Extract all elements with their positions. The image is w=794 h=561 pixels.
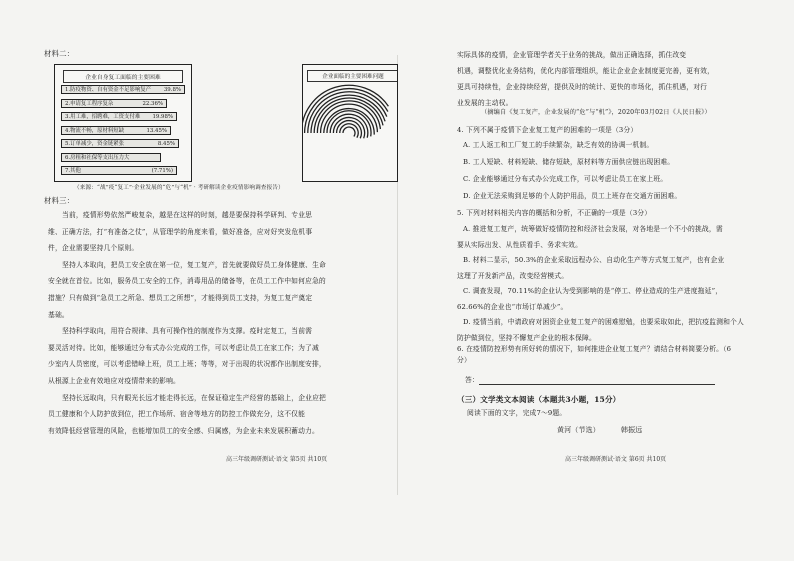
material-2-label: 材料二： bbox=[44, 49, 75, 58]
story-author: 韩振远 bbox=[621, 426, 643, 434]
question-6-stem: 6. 在疫情防控形势有所好转的情况下，如何推进企业复工复产？请结合材料简要分析。（6 bbox=[457, 345, 732, 353]
radial-arc-chart bbox=[302, 64, 398, 182]
bar-row bbox=[61, 153, 161, 162]
bar-value: 39.8% bbox=[163, 87, 181, 93]
paragraph-line: 坚持长远取向，只有眼光长远才能走得长远，在保证稳定生产经营的基础上，企业应把 bbox=[62, 393, 326, 402]
paragraph-line: 措施？只有做到“急员工之所急、想员工之所想”，才能得到员工支持，为复工复产奠定 bbox=[48, 294, 313, 302]
bar-row bbox=[61, 112, 177, 121]
bar bbox=[61, 85, 185, 94]
answer-label: 答： bbox=[465, 376, 479, 384]
chart-caption: （来源：“战”疫“复工”·企业发展的“危”与“机” · 考研解读企业疫情影响调查报告） bbox=[74, 185, 284, 191]
bar bbox=[61, 99, 167, 108]
right-page-footer: 高三年级调研测试·语文 第6页 共10页 bbox=[565, 456, 667, 463]
paragraph-line: 员工健康和个人防护放到位，把工作场所、宿舍等地方的防控工作做充分，这不仅能 bbox=[48, 410, 306, 419]
arc-ring bbox=[343, 127, 355, 136]
bar-row bbox=[61, 99, 167, 108]
bar-label: 1.防疫物资、自有资金不足影响复产 bbox=[65, 87, 152, 93]
radial-arc-graphic bbox=[303, 81, 397, 181]
bar-value: (7.71%) bbox=[151, 168, 173, 174]
text-line: C. 企业能够通过分布式办公完成工作，可以考虑让员工在家上班。 bbox=[463, 175, 668, 183]
bar bbox=[61, 112, 177, 121]
question-4-stem: 4. 下列不属于疫情下企业复工复产的困难的一项是（3分） bbox=[457, 126, 638, 134]
text-line: D. 企业无法采购到足够的个人防护用品，员工上班存在交通方面困难。 bbox=[463, 192, 682, 200]
section-3-title: （三）文学类文本阅读（本题共3小题，15分） bbox=[457, 395, 621, 404]
text-line: 更具可持续性，企业持续经营，提供及时的统计、更快的市场化，抓住机遇，对行 bbox=[457, 83, 708, 91]
difficulties-bar-chart bbox=[54, 64, 192, 182]
paragraph-line: 安全就在首位。比如，服务员工安全的工作，消毒用品的储备等，在员工工作中如何应急的 bbox=[48, 277, 326, 286]
answer-line[interactable] bbox=[479, 384, 715, 385]
text-line: 机遇，调整优化业务结构，优化内部管理组织，能让企业企业制度更完善，更有效， bbox=[457, 67, 715, 75]
option-line: C. 调查发现，70.11%的企业认为受到影响的是“停工、停业造成的生产进度拖延”， bbox=[463, 287, 723, 295]
bar-label: 5.订单减少，资金链紧张 bbox=[65, 141, 125, 147]
right-page bbox=[397, 0, 794, 561]
bar-value: 13.45% bbox=[146, 127, 167, 134]
option-line: 这理了开发新产品，改变经营模式。 bbox=[457, 271, 569, 280]
arc-ring bbox=[340, 124, 358, 138]
bar-row bbox=[61, 85, 185, 94]
text-line: B. 工人短缺、材料短缺、储存短缺，原材料等方面供应链出现困难。 bbox=[463, 158, 675, 166]
paragraph-line: 要灵活对待。比如，能够通过分布式办公完成的工作，可以考虑让员工在家工作；为了减 bbox=[48, 343, 319, 352]
story-title: 黄河（节选） bbox=[557, 426, 600, 434]
paragraph-line: 从根源上企业有效地应对疫情带来的影响。 bbox=[48, 377, 180, 385]
paragraph-line: 少室内人员密度，可以考虑错峰上班，员工上班；等等，对于出现的状况都作出制度安排， bbox=[48, 360, 326, 369]
paragraph-line: 有效降低经营管理的风险，也能增加员工的安全感、归属感，为企业未来发展积蓄动力。 bbox=[48, 426, 319, 435]
bar-label: 6.房租和社保等支出压力大 bbox=[65, 154, 130, 161]
arc-ring bbox=[324, 109, 374, 135]
option-line: B. 材料二显示，50.3%的企业采取远程办公、自动化生产等方式复工复产，也有企业 bbox=[463, 256, 725, 264]
option-line: 62.66%的企业也“市场订单减少”。 bbox=[457, 302, 568, 311]
left-page-footer: 高三年级调研测试·语文 第5页 共10页 bbox=[226, 456, 328, 463]
bar-label: 2.申请复工程序复杂 bbox=[65, 100, 114, 107]
paragraph-line: 坚持科学取向，用符合规律、具有可操作性的制度作为支撑。疫时定复工，当前需 bbox=[62, 327, 313, 336]
option-line: D. 疫情当前，中请政府对困资企业复工复产的困难慰勉，也要采取如此，把抗疫监测和个人 bbox=[463, 318, 744, 326]
bar bbox=[61, 126, 171, 135]
bar-row bbox=[61, 126, 171, 135]
bar bbox=[61, 166, 177, 175]
paragraph-line: 维、正确方法，打“有准备之仗”，从管理学的角度来看，做好准备，应对好突发危机事 bbox=[48, 227, 313, 236]
option-line: 防护做到位，坚持不懈复产企业的根本保障。 bbox=[457, 333, 596, 342]
bar-label: 3.用工难，招聘难，工资支付难 bbox=[65, 114, 141, 120]
bar-row bbox=[61, 166, 177, 175]
paragraph-line: 当前，疫情形势依然严峻复杂，越是在这样的时刻，越是要保持科学研判、专业思 bbox=[62, 211, 313, 219]
text-line: 实际具体的疫情，企业管理学者关于业务的挑战，做出正确选择，抓住改变 bbox=[457, 51, 687, 59]
text-line: A. 工人返工和工厂复工的手续繁杂，缺乏有效的协调一机制。 bbox=[463, 141, 654, 149]
paragraph-line: 坚持人本取向，把员工安全放在第一位，复工复产，首先就要做好员工身体健康、生命 bbox=[62, 260, 326, 269]
source-citation: （摘编自《复工复产，企业发展的“危”与“机”》，2020年03月02日《人民日报》） bbox=[481, 109, 711, 116]
radial-chart-title: 企业面临的主要困难问题 bbox=[307, 70, 398, 82]
material-3-label: 材料三： bbox=[44, 196, 75, 205]
option-line: A. 推进复工复产，统筹做好疫情防控和经济社会发展，对各地是一个不小的挑战，需 bbox=[463, 225, 723, 233]
question-6-stem-continued: 分） bbox=[457, 356, 471, 364]
reading-instruction: 阅读下面的文字，完成7～9题。 bbox=[467, 409, 567, 417]
bar-value: 22.36% bbox=[142, 100, 163, 107]
text-line: 业发展的主动权。 bbox=[457, 99, 513, 107]
question-5-stem: 5. 下列对材料相关内容的概括和分析，不正确的一项是（3分） bbox=[457, 209, 652, 217]
paragraph-line: 件，企业需要坚持几个原则。 bbox=[48, 244, 139, 253]
bar-label: 7.其他 bbox=[65, 168, 81, 174]
bar-value: 19.98% bbox=[152, 114, 173, 120]
bar-label: 4.物流不畅，原材料短缺 bbox=[65, 127, 125, 134]
bar bbox=[61, 139, 179, 148]
bar-chart-title: 企业自身复工面临的主要困难 bbox=[63, 70, 183, 83]
option-line: 要从实际出发、从性质看手、务求实效。 bbox=[457, 240, 583, 249]
paragraph-line: 基础。 bbox=[48, 310, 69, 319]
bar-value: 8.45% bbox=[157, 141, 175, 147]
bar-row bbox=[61, 139, 179, 148]
bar bbox=[61, 153, 161, 162]
